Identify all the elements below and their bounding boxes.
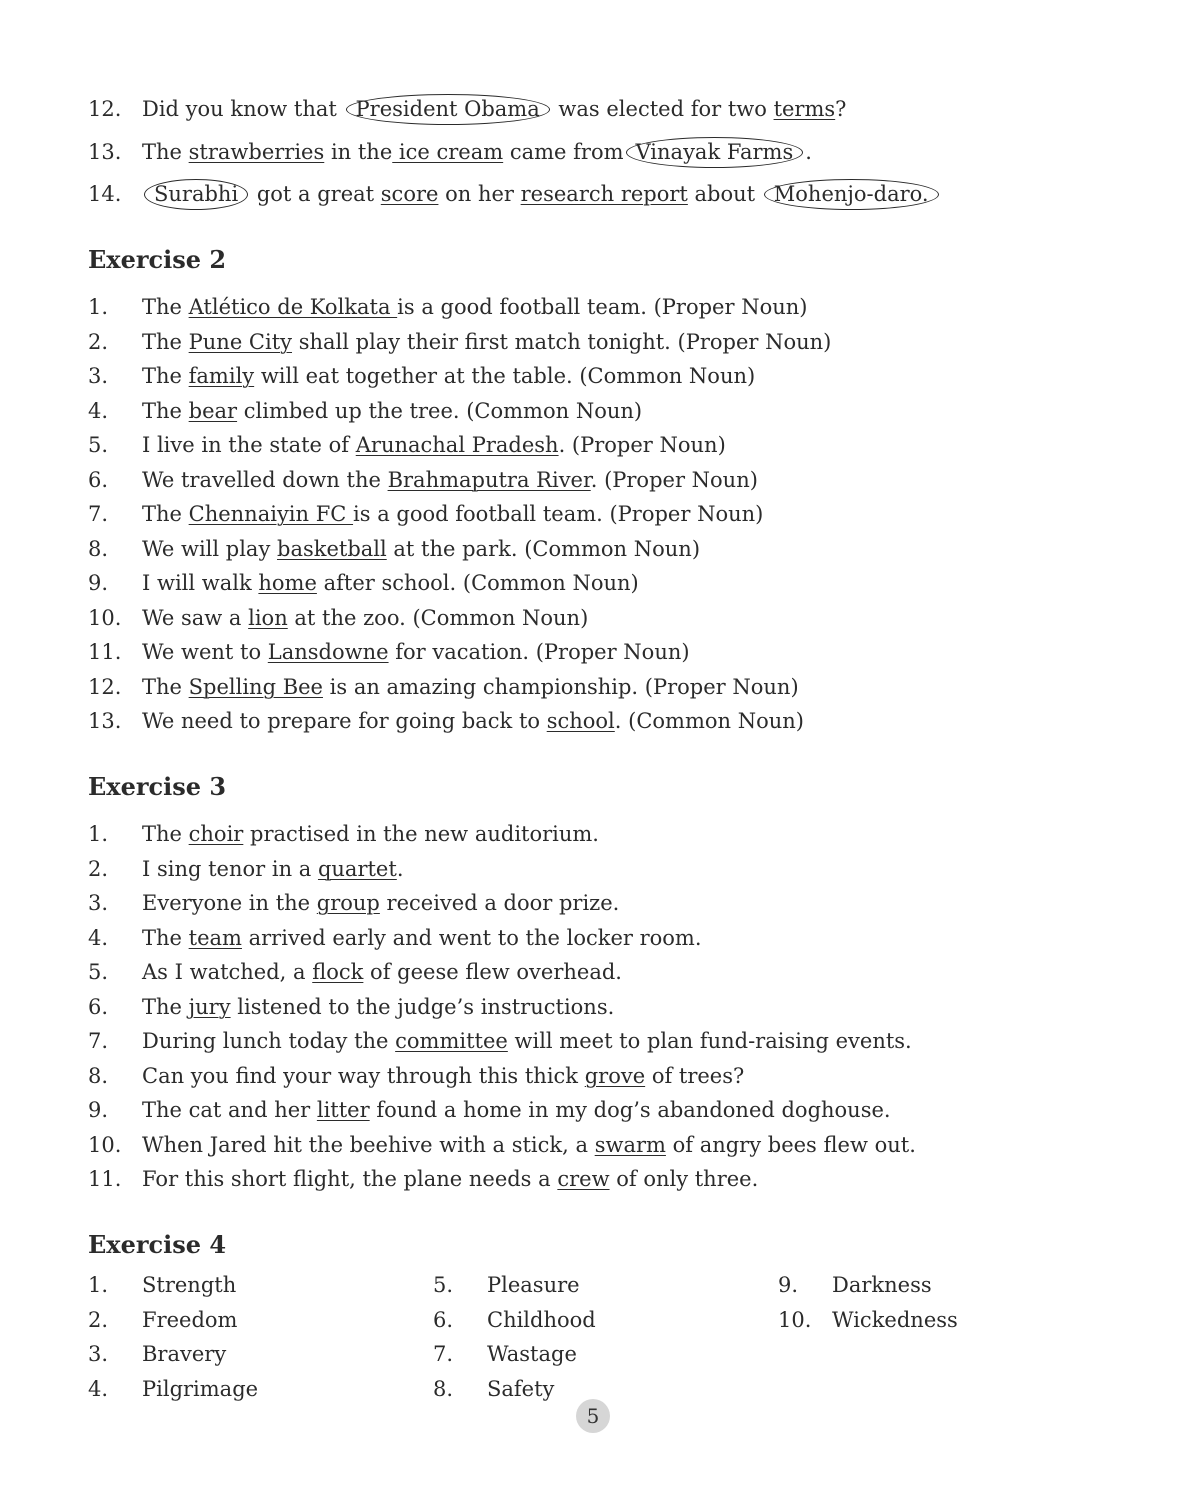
text-run: at the park. (Common Noun) <box>386 536 701 561</box>
underlined-noun: bear <box>188 398 238 423</box>
item-number: 13. <box>88 709 122 733</box>
item-number: 2. <box>88 1307 109 1332</box>
text-run: We went to <box>142 640 268 664</box>
item-text <box>142 532 700 566</box>
text-run: ? <box>835 97 847 121</box>
list-item <box>88 1024 1128 1058</box>
item-number: 6. <box>433 1307 454 1332</box>
text-run: in the <box>324 139 393 164</box>
list-item <box>88 886 1128 920</box>
item-word: Wickedness <box>832 1307 958 1332</box>
item-word: Childhood <box>487 1307 596 1332</box>
item-number: 8. <box>433 1376 454 1401</box>
exercise-3-heading: Exercise 3 <box>88 772 227 801</box>
item-text <box>142 566 639 600</box>
item-text <box>142 1162 758 1196</box>
item-number: 6. <box>88 467 109 492</box>
item-number: 13. <box>88 139 122 164</box>
text-run: at the zoo. (Common Noun) <box>287 605 589 630</box>
item-number: 9. <box>778 1273 799 1297</box>
text-run: When Jared hit the beehive with a stick, a <box>142 1132 595 1157</box>
underlined-noun: team <box>188 925 242 950</box>
text-run: . <box>396 856 404 881</box>
underlined-noun: committee <box>395 1029 508 1053</box>
item-text <box>142 463 758 497</box>
text-run: The <box>142 674 189 699</box>
list-item <box>88 1303 418 1337</box>
list-item <box>433 1337 763 1371</box>
item-text <box>142 394 642 428</box>
item-number: 3. <box>88 1342 109 1366</box>
list-item <box>88 852 1128 886</box>
text-run: We travelled down the <box>142 467 388 492</box>
list-item <box>778 1268 1108 1302</box>
item-text <box>142 290 807 324</box>
item-number: 5. <box>88 960 109 984</box>
item-number: 7. <box>88 502 109 526</box>
list-item <box>88 359 1128 393</box>
circled-proper-noun: President Obama <box>346 94 550 125</box>
list-item <box>88 92 1128 126</box>
text-run: The <box>142 364 189 388</box>
item-text <box>142 92 846 126</box>
list-item <box>88 1162 1128 1196</box>
text-run: will eat together at the table. (Common Noun) <box>254 364 756 388</box>
underlined-noun: choir <box>188 822 244 846</box>
item-text <box>142 1093 891 1127</box>
exercise-4-heading: Exercise 4 <box>88 1230 227 1259</box>
exercise-2-heading: Exercise 2 <box>88 245 227 274</box>
text-run: We need to prepare for going back to <box>142 709 547 733</box>
item-word: Pleasure <box>487 1273 580 1297</box>
list-item <box>88 1372 418 1406</box>
item-number: 5. <box>433 1273 454 1297</box>
underlined-noun: research report <box>520 182 688 206</box>
item-text <box>142 359 755 393</box>
text-run: of geese flew overhead. <box>363 960 622 984</box>
underlined-noun: terms <box>773 97 836 121</box>
list-item <box>88 635 1128 669</box>
text-run: The cat and her <box>142 1098 317 1122</box>
text-run: The <box>142 139 189 164</box>
item-number: 14. <box>88 182 122 206</box>
underlined-noun: score <box>380 182 439 206</box>
item-word: Darkness <box>832 1273 932 1297</box>
item-number: 7. <box>433 1342 454 1366</box>
underlined-noun: ice cream <box>392 139 504 164</box>
text-run: climbed up the tree. (Common Noun) <box>237 398 643 423</box>
item-text <box>142 497 763 531</box>
item-number: 9. <box>88 571 109 595</box>
item-number: 10. <box>88 605 122 630</box>
text-run: The <box>142 329 189 354</box>
page-number: 5 <box>576 1399 610 1433</box>
item-text <box>142 428 726 462</box>
item-number: 3. <box>88 364 109 388</box>
text-run: will meet to plan fund-raising events. <box>507 1029 912 1053</box>
item-text <box>142 921 702 955</box>
item-text <box>142 1024 912 1058</box>
item-number: 1. <box>88 822 109 846</box>
text-run: practised in the new auditorium. <box>243 822 599 846</box>
underlined-noun: litter <box>316 1098 370 1122</box>
text-run: Can you find your way through this thick <box>142 1063 585 1088</box>
underlined-noun: Atlético de Kolkata <box>188 295 398 319</box>
underlined-noun: home <box>258 571 317 595</box>
list-item <box>88 1128 1128 1162</box>
circled-proper-noun: Surabhi <box>144 179 248 210</box>
list-item <box>88 463 1128 497</box>
text-run: As I watched, a <box>142 960 313 984</box>
item-number: 9. <box>88 1098 109 1122</box>
list-item <box>88 428 1128 462</box>
text-run: is an amazing championship. (Proper Noun) <box>322 674 799 699</box>
item-text <box>142 135 812 169</box>
item-word: Freedom <box>142 1307 238 1332</box>
circled-proper-noun: Mohenjo-daro. <box>764 179 939 210</box>
underlined-noun: quartet <box>317 856 397 881</box>
item-text <box>142 852 404 886</box>
text-run: The <box>142 822 189 846</box>
underlined-noun: strawberries <box>188 139 325 164</box>
text-run: The <box>142 398 189 423</box>
text-run: We will play <box>142 536 277 561</box>
list-item <box>88 290 1128 324</box>
underlined-noun: swarm <box>594 1132 666 1157</box>
text-run: For this short flight, the plane needs a <box>142 1167 558 1191</box>
underlined-noun: Brahmaputra River <box>387 467 591 492</box>
text-run: of only three. <box>609 1167 759 1191</box>
text-run: is a good football team. (Proper Noun) <box>353 502 764 526</box>
item-number: 11. <box>88 1167 122 1191</box>
underlined-noun: lion <box>248 605 288 630</box>
item-word: Bravery <box>142 1342 227 1366</box>
list-item <box>88 497 1128 531</box>
text-run: . (Proper Noun) <box>590 467 758 492</box>
item-text <box>142 325 831 359</box>
item-number: 8. <box>88 1063 109 1088</box>
underlined-noun: Pune City <box>188 329 293 354</box>
text-run: is a good football team. (Proper Noun) <box>397 295 808 319</box>
text-run: The <box>142 994 189 1019</box>
underlined-noun: Arunachal Pradesh <box>355 433 559 457</box>
text-run: The <box>142 295 189 319</box>
underlined-noun: Lansdowne <box>267 640 389 664</box>
item-text <box>142 704 804 738</box>
item-number: 4. <box>88 1376 109 1401</box>
list-item <box>88 704 1128 738</box>
item-number: 11. <box>88 640 122 664</box>
item-text <box>142 635 690 669</box>
underlined-noun: Spelling Bee <box>188 674 323 699</box>
item-number: 10. <box>778 1307 812 1332</box>
list-item <box>88 817 1128 851</box>
underlined-noun: family <box>188 364 255 388</box>
list-item <box>433 1303 763 1337</box>
text-run: Did you know that <box>142 97 344 121</box>
list-item <box>88 670 1128 704</box>
underlined-noun: school <box>546 709 615 733</box>
item-number: 7. <box>88 1029 109 1053</box>
list-item <box>88 601 1128 635</box>
text-run: after school. (Common Noun) <box>316 571 639 595</box>
text-run: for vacation. (Proper Noun) <box>388 640 690 664</box>
item-number: 12. <box>88 674 122 699</box>
text-run: I live in the state of <box>142 433 356 457</box>
text-run: was elected for two <box>551 97 774 121</box>
item-text <box>142 990 614 1024</box>
item-text <box>142 1059 744 1093</box>
text-run: arrived early and went to the locker room. <box>241 925 702 950</box>
item-number: 2. <box>88 329 109 354</box>
list-item <box>88 566 1128 600</box>
item-number: 1. <box>88 295 109 319</box>
item-word: Pilgrimage <box>142 1376 259 1401</box>
text-run: came from <box>503 139 624 164</box>
item-number: 1. <box>88 1273 109 1297</box>
underlined-noun: crew <box>557 1167 610 1191</box>
list-item <box>88 1059 1128 1093</box>
text-run: listened to the judge’s instructions. <box>230 994 615 1019</box>
item-number: 6. <box>88 994 109 1019</box>
item-text <box>142 817 599 851</box>
item-text <box>142 955 622 989</box>
item-number: 8. <box>88 536 109 561</box>
underlined-noun: flock <box>312 960 364 984</box>
circled-proper-noun: Vinayak Farms <box>626 137 804 168</box>
text-run: I sing tenor in a <box>142 856 318 881</box>
list-item <box>88 921 1128 955</box>
list-item <box>778 1303 1108 1337</box>
list-item <box>88 325 1128 359</box>
item-number: 4. <box>88 925 109 950</box>
text-run: about <box>687 182 762 206</box>
item-text <box>142 1128 916 1162</box>
text-run: I will walk <box>142 571 259 595</box>
text-run: received a door prize. <box>379 891 620 915</box>
text-run: shall play their first match tonight. (Proper Noun) <box>292 329 832 354</box>
item-text <box>142 670 799 704</box>
text-run: . (Proper Noun) <box>558 433 726 457</box>
text-run: . <box>805 139 812 164</box>
underlined-noun: jury <box>188 994 231 1019</box>
text-run: on her <box>438 182 521 206</box>
text-run: of trees? <box>645 1063 745 1088</box>
item-word: Wastage <box>487 1342 577 1366</box>
list-item <box>433 1268 763 1302</box>
text-run: got a great <box>250 182 381 206</box>
item-text <box>142 177 941 211</box>
item-number: 10. <box>88 1132 122 1157</box>
list-item <box>88 955 1128 989</box>
list-item <box>88 177 1128 211</box>
item-text <box>142 886 619 920</box>
text-run: During lunch today the <box>142 1029 396 1053</box>
list-item <box>88 1268 418 1302</box>
text-run: of angry bees flew out. <box>665 1132 916 1157</box>
item-number: 3. <box>88 891 109 915</box>
text-run: found a home in my dog’s abandoned doghouse. <box>369 1098 891 1122</box>
underlined-noun: basketball <box>277 536 387 561</box>
item-number: 2. <box>88 856 109 881</box>
item-number: 12. <box>88 97 122 121</box>
text-run: Everyone in the <box>142 891 317 915</box>
item-number: 4. <box>88 398 109 423</box>
list-item <box>88 1093 1128 1127</box>
list-item <box>88 394 1128 428</box>
item-number: 5. <box>88 433 109 457</box>
item-word: Safety <box>487 1376 555 1401</box>
list-item <box>88 1337 418 1371</box>
item-word: Strength <box>142 1273 237 1297</box>
underlined-noun: grove <box>584 1063 646 1088</box>
text-run: We saw a <box>142 605 249 630</box>
text-run: The <box>142 925 189 950</box>
underlined-noun: group <box>316 891 380 915</box>
text-run: The <box>142 502 189 526</box>
underlined-noun: Chennaiyin FC <box>188 502 354 526</box>
list-item <box>88 532 1128 566</box>
item-text <box>142 601 588 635</box>
text-run: . (Common Noun) <box>614 709 804 733</box>
list-item <box>88 990 1128 1024</box>
list-item <box>88 135 1128 169</box>
